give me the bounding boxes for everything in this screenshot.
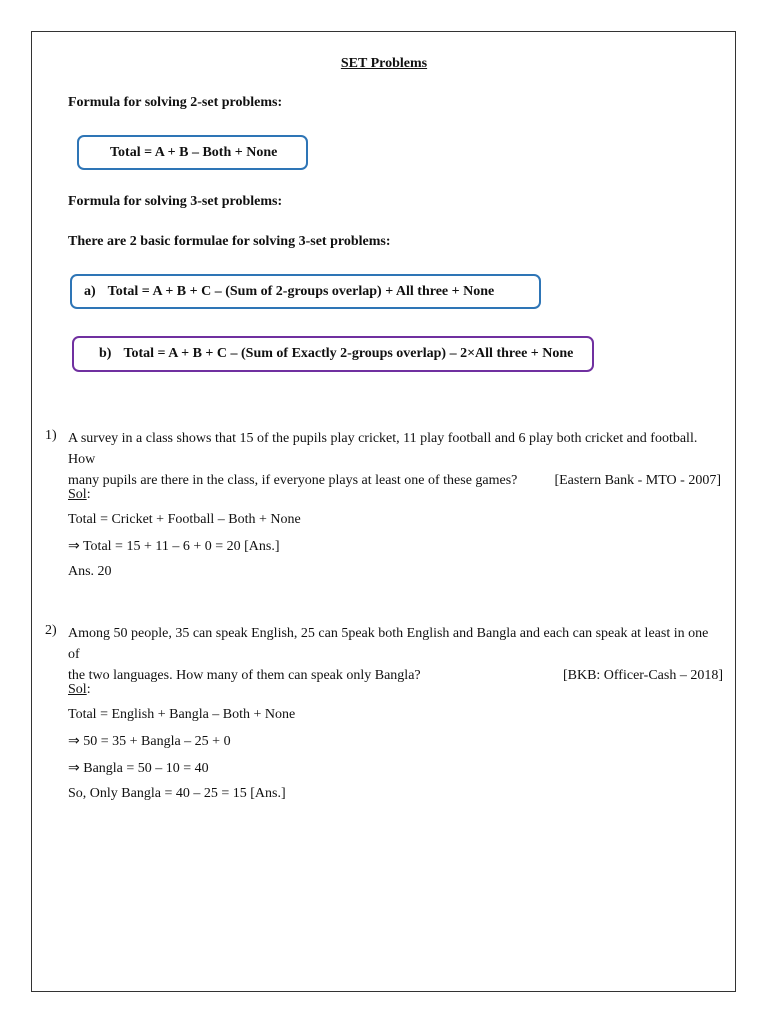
problem-source: [BKB: Officer-Cash – 2018]: [562, 668, 723, 683]
three-set-subheading: There are 2 basic formulae for solving 3-set problems:: [68, 234, 391, 249]
formula-b: Total = A + B + C – (Sum of Exactly 2-groups overlap) – 2×All three + None: [123, 346, 574, 361]
two-set-formula: Total = A + B – Both + None: [110, 144, 278, 160]
solution-step: ⇒ 50 = 35 + Bangla – 25 + 0: [68, 734, 231, 749]
solution-step: ⇒ Total = 15 + 11 – 6 + 0 = 20 [Ans.]: [68, 539, 280, 554]
two-set-heading: Formula for solving 2-set problems:: [68, 95, 283, 110]
problem-1-question: [68, 428, 721, 491]
solution-step: ⇒ Bangla = 50 – 10 = 40: [68, 761, 209, 776]
formula-a-prefix: a): [84, 283, 96, 299]
solution-step: So, Only Bangla = 40 – 25 = 15 [Ans.]: [68, 786, 286, 801]
formula-b-prefix: b): [99, 346, 112, 361]
two-set-formula-box: [77, 135, 308, 170]
page-title: SET Problems: [340, 56, 428, 71]
solution-step: Total = English + Bangla – Both + None: [68, 707, 296, 722]
problem-line-with-source: [68, 470, 721, 491]
solution-step: Ans. 20: [68, 564, 112, 579]
solution-label: Sol:: [68, 682, 91, 697]
problem-2-question: [68, 623, 723, 686]
problem-line-with-source: [68, 665, 723, 686]
solution-step: Total = Cricket + Football – Both + None: [68, 512, 301, 527]
problem-line: the two languages. How many of them can speak only Bangla?: [68, 668, 421, 683]
problem-number: 2): [45, 623, 57, 638]
formula-b-box: [72, 336, 594, 372]
problem-number: 1): [45, 428, 57, 443]
solution-label: Sol:: [68, 487, 91, 502]
formula-a: Total = A + B + C – (Sum of 2-groups overlap) + All three + None: [107, 283, 495, 299]
problem-line: many pupils are there in the class, if everyone plays at least one of these games?: [68, 473, 518, 488]
three-set-heading: Formula for solving 3-set problems:: [68, 194, 283, 209]
problem-line: Among 50 people, 35 can speak English, 25 can 5peak both English and Bangla and each can speak at least in one of: [68, 626, 709, 662]
formula-a-box: [70, 274, 541, 309]
problem-line: A survey in a class shows that 15 of the pupils play cricket, 11 play football and 6 play both cricket and football. How: [68, 431, 698, 467]
problem-source: [Eastern Bank - MTO - 2007]: [554, 473, 721, 488]
